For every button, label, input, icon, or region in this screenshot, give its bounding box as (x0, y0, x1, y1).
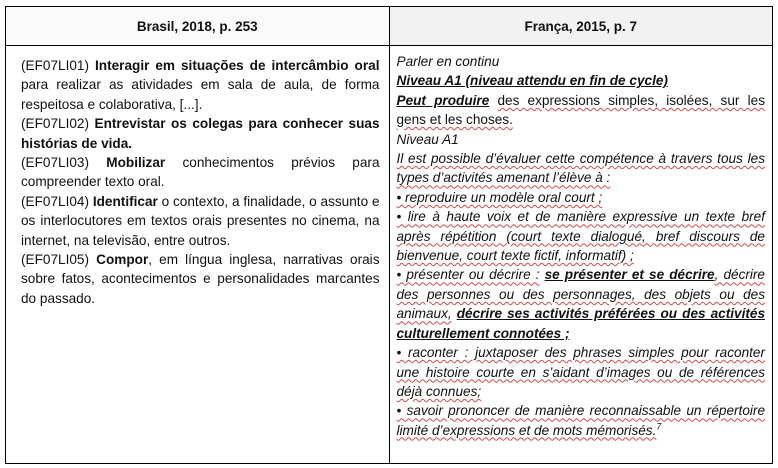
franca-intro: Il est possible d’évaluer cette compétence à travers tous les types d’activités amenant l’élève à : (396, 151, 765, 186)
item-text: conhecimentos prévios para compreender texto oral. (21, 155, 380, 190)
brasil-item (21, 250, 380, 308)
item-text: , em língua inglesa, narrativas orais sobre fatos, acontecimentos e personalidades marcantes do passado. (21, 252, 380, 306)
item-skill: Entrevistar os colegas para conhecer suas histórias de vida. (21, 116, 380, 151)
item-skill: Interagir em situações de intercâmbio oral (95, 58, 380, 73)
footnote-marker: 7 (656, 421, 662, 432)
header-row (6, 7, 773, 46)
bullet3-lead: • présenter ou décrire : (396, 267, 540, 283)
peut-produire-text: des expressions simples, isolées, sur les gens et les choses. (396, 92, 765, 128)
content-row (6, 46, 773, 464)
brasil-item (21, 56, 380, 114)
franca-bullet (397, 265, 766, 343)
franca-bullet: • raconter : juxtaposer des phrases simples pour raconter une histoire courte en s’aidant d’images ou de références déjà connues; (396, 345, 765, 399)
brasil-cell (6, 46, 390, 464)
item-code: (EF07LI04) (21, 193, 90, 209)
franca-peut-produire (397, 91, 766, 130)
franca-bullet: • reproduire un modèle oral court ; (396, 189, 603, 205)
item-code: (EF07LI03) (21, 155, 90, 171)
peut-produire-label: Peut produire (396, 92, 490, 108)
brasil-item (21, 153, 380, 192)
item-skill: Identificar (92, 193, 158, 209)
item-code: (EF07LI05) (21, 252, 90, 268)
brasil-item (21, 114, 380, 153)
franca-heading: Parler en continu (396, 54, 500, 69)
item-text: o contexto, a finalidade, o assunto e os interlocutores em textos orais presentes no cinema, na internet, na televisão, entre outros. (21, 193, 380, 248)
franca-bullet (397, 401, 766, 440)
item-skill: Mobilizar (106, 155, 166, 171)
item-code: (EF07LI01) (21, 58, 90, 73)
comparison-table (5, 6, 773, 464)
franca-niveau-attendu: Niveau A1 (niveau attendu en fin de cycle) (396, 73, 668, 89)
item-skill: Compor (96, 252, 149, 268)
brasil-item (21, 192, 380, 250)
bullet3-mid: , décrire des personnes ou des personnages, des objets ou des animaux, (396, 267, 765, 322)
franca-bullet: • lire à haute voix et de manière expressive un texte bref après répétition (court texte dialogué, bref discours de bienvenue, court texte fictif, informatif) ; (396, 209, 765, 264)
bullet5-text: • savoir prononcer de manière reconnaissable un répertoire limité d’expressions et de mots mémorisés. (396, 403, 765, 438)
bullet3-bold: se présenter et se décrire (544, 267, 715, 283)
header-franca: França, 2015, p. 7 (389, 7, 773, 46)
item-code: (EF07LI02) (21, 116, 90, 132)
header-brasil: Brasil, 2018, p. 253 (6, 7, 390, 46)
franca-niveau: Niveau A1 (396, 131, 459, 147)
bullet3-bold-end: décrire ses activités préférées ou des activités culturellement connotées ; (396, 306, 766, 341)
franca-cell (389, 46, 773, 464)
item-text: para realizar as atividades em sala de aula, de forma respeitosa e colaborativa, [...]. (21, 77, 380, 112)
